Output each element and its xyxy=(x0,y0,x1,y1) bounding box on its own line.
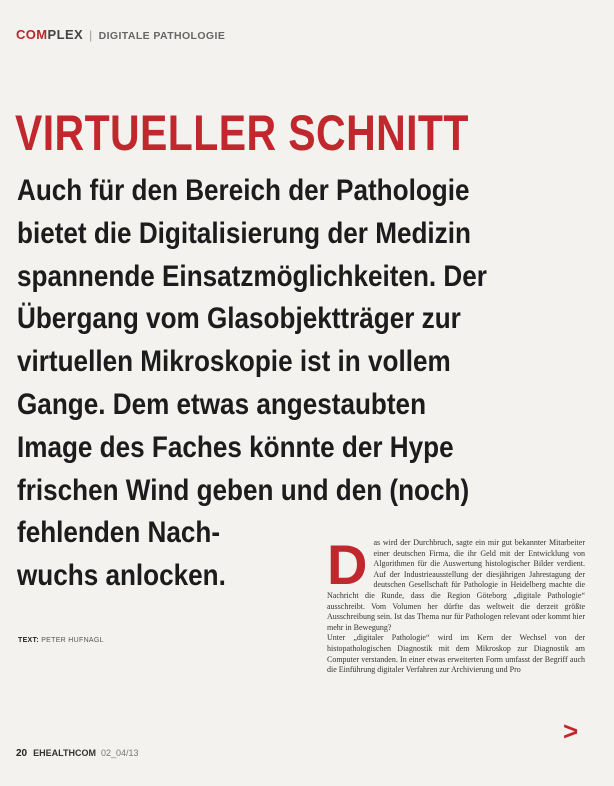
lead-line: Image des Faches könnte der Hype xyxy=(17,430,454,464)
lead-line: Übergang vom Glasobjektträger zur xyxy=(17,302,461,336)
magazine-brand: EHEALTHCOM xyxy=(33,748,96,758)
body-paragraph xyxy=(327,633,585,675)
article-title: VIRTUELLER SCHNITT xyxy=(15,105,469,161)
section-header xyxy=(16,27,225,42)
drop-cap: D xyxy=(327,533,368,596)
page-footer xyxy=(16,748,139,759)
page-number: 20 xyxy=(16,748,28,759)
body-paragraph-text: Unter „digitaler Pathologie“ wird im Kern der Wechsel von der histopathologischen Diagnostik mit dem Mikroskop zur Diagnostik am Computer verstanden. In einer etwas erweiterten Form umfasst der Begriff auch die Einführung digitaler Verfahren zur Archivierung und Pro xyxy=(327,633,585,675)
issue-number: 02_04/13 xyxy=(100,748,139,758)
section-name xyxy=(16,27,83,42)
header-separator: | xyxy=(89,28,93,42)
lead-line: fehlenden Nach- xyxy=(17,516,221,550)
article-lead xyxy=(17,170,574,598)
section-name-accent: COM xyxy=(16,27,48,42)
author-credit xyxy=(18,637,104,644)
lead-line: wuchs anlocken. xyxy=(17,559,226,593)
lead-line: spannende Einsatzmöglichkeiten. Der xyxy=(17,259,487,293)
lead-line: virtuellen Mikroskopie ist in vollem xyxy=(17,345,451,379)
lead-line: bietet die Digitalisierung der Medizin xyxy=(17,216,471,250)
author-name: PETER HUFNAGL xyxy=(41,637,104,644)
lead-line: Gange. Dem etwas angestaubten xyxy=(17,387,427,421)
body-paragraph-text: as wird der Durchbruch, sagte ein mir gut bekannter Mitarbeiter einer deutschen Firma, die ihr Geld mit der Entwicklung von Algorithmen für die Auswertung histologischer Bilder verdient. Auf der Industrieausstellung der diesjährigen Jahrestagung der deutschen Gesellschaft für Pathologie in Heidelberg machte die Nachricht die Runde, dass die Region Göteborg „digitale Pathologie“ ausschreibt. Vom Volumen her dürfte das weltweit die derzeit größte Ausschreibung sein. Ist das Thema nur für Pathologen relevant oder kommt hier mehr in Bewegung? xyxy=(327,538,585,632)
lead-line: frischen Wind geben und den (noch) xyxy=(17,473,470,507)
section-name-rest: PLEX xyxy=(47,27,84,42)
continue-arrow-icon: > xyxy=(563,716,579,746)
article-body xyxy=(327,533,585,676)
author-label: TEXT: xyxy=(18,637,39,644)
body-paragraph xyxy=(327,533,585,633)
lead-line: Auch für den Bereich der Pathologie xyxy=(17,174,470,207)
subsection-name: DIGITALE PATHOLOGIE xyxy=(98,30,226,42)
